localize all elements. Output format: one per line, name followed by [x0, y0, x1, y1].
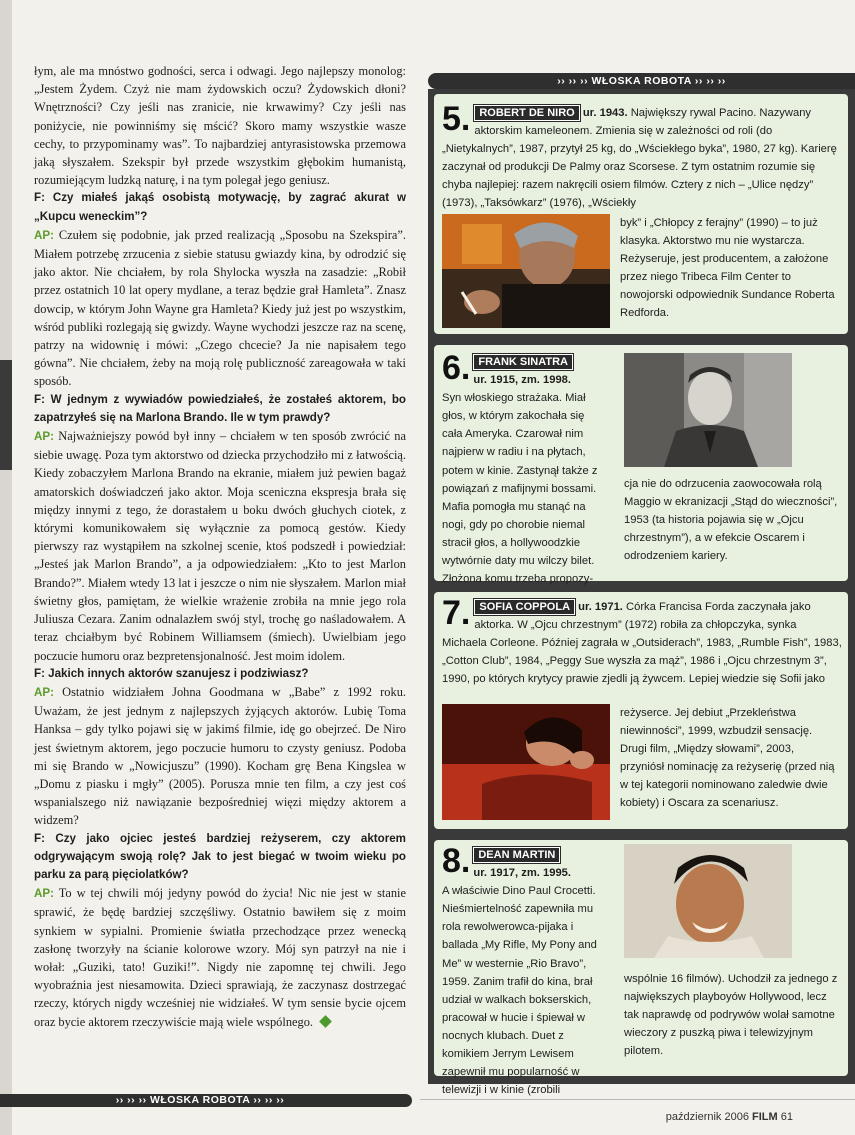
ap-label: AP: [34, 887, 54, 901]
entry-name: DEAN MARTIN [473, 847, 560, 863]
question: F: Czy miałeś jakąś osobistą motywację, by zagrać akurat w „Kupcu weneckim”? [34, 191, 406, 223]
entry-name: SOFIA COPPOLA [474, 599, 575, 615]
entry-box-de-niro [434, 94, 848, 334]
answer-text: Czułem się podobnie, jak przed realizacją „Sposobu na Szekspira”. Miałem potrzebę zrzucenia z siebie statusu gwiazdy kina, by odrodzić się jako aktor. Nie chciałem, by rola Shylocka wyszła na zasadzie: „Robił przez ostatnich 10 lat opery mydlane, a teraz będzie grał Hamleta”. Znasz dowcip, w którym John Wayne gra Hamleta? Kiedy już jest po wszystkim, wśród publiki rozlegają się gwizdy. Wayne wychodzi jeszcze raz na scenę, patrzy na widownię i mówi: „Czego chcecie? Ja nie napisałem tego gówna”. Nie chciałem, żeby na moją rolę publiczność zareagowała w taki sposób. [34, 227, 406, 389]
ap-label: AP: [34, 430, 54, 444]
entry-years: ur. 1943. [582, 107, 628, 119]
entry-text-right [624, 970, 840, 1060]
answer-text: Najważniejszy powód był inny – chciałem w ten sposób zwrócić na siebie uwagę. Poza tym aktorstwo od dziecka przychodziło mi z łatwością. Kiedy zobaczyłem Marlona Brando na ekranie, miałem już pewien bagaż amatorskich doświadczeń jako aktor. Moja sceniczna ekspresja brała się między innymi z tego, że dorastałem u boku dwóch głuchych ciotek, z którymi komunikowałem się wyłącznie za pomocą gestów. Kiedy pierwszy raz wystąpiłem na szkolnej scenie, ktoś podszedł i powiedział: „Jesteś jak Marlon Brando”, a ja odpowiedziałem: „Kto to jest Marlon Brando?”. Miałem wtedy 13 lat i jeszcze o nim nie słyszałem. Marlon miał świetny głos, pamiętam, że wielkie wrażenie zrobiła na mnie jego rola Juliusza Cezara. Zanim odnalazłem swój styl, trochę go naśladowałem. A teraz chciałbym być Robinem Williamsem (śmiech). Uwielbiam jego poczucie humoru oraz bezpretensjonalność. Jest moim idolem. [34, 429, 406, 663]
answer-text: Ostatnio widziałem Johna Goodmana w „Babe” z 1992 roku. Uważam, że jest jednym z najlepszych żyjących aktorów. Lubię Toma Hanksa – gdy tylko pojawi się w jakimś filmie, idę go obejrzeć. De Niro jest świetnym aktorem, jego poczucie humoru to czysty geniusz. Podoba mi się Brando w „Nowicjuszu” (1990). Kocham grę Bena Kingslea w „Domu z piasku i mgły” (2005). Porusza mnie ten film, a czy jest coś wspanialszego niż nawiązanie bezpośredniej więzi między aktorem a widzem? [34, 684, 406, 828]
question: F: Jakich innych aktorów szanujesz i podziwiasz? [34, 666, 309, 680]
entry-text-side [620, 704, 840, 813]
entry-text: Córka Francisa Forda zaczynała jako aktorka. W „Ojcu chrzestnym” (1972) robiła za chłopczyka, synka Michaela Corleone. Później zagrała w „Outsiderach”, 1983, „Rumble Fish”, 1983, „Cotton Club”, 1984, „Peggy Sue wyszła za mąż”, 1986 i „Ojcu chrzestnym 3”, 1990, po których krytycy prawie zjedli ją żywcem. Lepiej wiedzie się Sofii jako [442, 601, 842, 686]
question: F: W jednym z wywiadów powiedziałeś, że zostałeś aktorem, bo zapatrzyłeś się na Marlona Brando. Ile w tym prawdy? [34, 392, 406, 424]
photo-martin [624, 844, 792, 958]
photo-sinatra [624, 353, 792, 467]
entry-text: Syn włoskiego strażaka. Miał głos, w którym zakochała się cała Ameryka. Czarował nim najpierw w radiu i na płytach, potem w kinie. Zastynął także z powiązań z mafijnymi bossami. Mafia pomogła mu stanąć na nogi, gdy po chorobie niemal stracił głos, a hollywoodzkie wytwórnie daty mu wilczy bilet. Złożona komu trzeba propozy- [442, 392, 598, 586]
answer [34, 226, 406, 391]
entry-number: 6. [442, 349, 471, 387]
question: F: Czy jako ojciec jesteś bardziej reżyserem, czy aktorem odgrywającym swoją rolę? Jak to jest biegać w twoim wieku po parku za parą pięciolatków? [34, 831, 406, 881]
entry-years: ur. 1917, zm. 1995. [473, 867, 572, 880]
entry-text: Największy rywal Pacino. Nazywany aktorskim kameleonem. Zmienia się w zależności od roli (do „Nietykalnych”, 1987, przytył 25 kg, do „Wściekłego byka”, 1980, 27 kg). Karierę zaczynał od produkcji De Palmy oraz Scorsese. Z tym ostatnim rozumie się chyba najlepiej: razem nakręcili osiem filmów. Cztery z nich – „Ulice nędzy” (1973), „Taksówkarz” (1976), „Wściekły [442, 107, 837, 210]
photo-coppola [442, 704, 610, 820]
entry-name: ROBERT DE NIRO [474, 105, 579, 121]
interview-column [34, 62, 406, 1031]
entry-years: ur. 1915, zm. 1998. [473, 374, 572, 387]
entry-text: A właściwie Dino Paul Crocetti. Nieśmiertelność zapewniła mu rola rewolwerowca-pijaka i ballada „My Rifle, My Pony and Me” w westernie „Rio Bravo”, 1959. Zanim trafił do kina, brał udział w walkach bokserskich, pracował w hucie i śpiewał w nocnych klubach. Duet z komikiem Jerrym Lewisem zapewnił mu popularność w telewizji i w kinie (zrobili [442, 885, 597, 1097]
entry-number: 8. [442, 842, 471, 880]
entry-text: wspólnie 16 filmów). Uchodził za jednego z największych playboyów Hollywood, lecz tak naprawdę od podrywów wolał samotne wieczory z puszką piwa i telewizyjnym pilotem. [624, 973, 838, 1058]
page-gutter [0, 0, 12, 1135]
entry-text: cja nie do odrzucenia zaowocowała rolą Maggio w ekranizacji „Stąd do wieczności”, 1953 (ta historia pojawia się w „Ojcu chrzestnym”), a w efekcie Oscarem i odrodzeniem kariery. [624, 478, 838, 563]
footer-month: październik 2006 [665, 1111, 749, 1123]
entry-text-left [442, 349, 607, 588]
entry-text-top [442, 100, 842, 213]
entry-text-side [620, 214, 838, 323]
entry-text-right [624, 475, 840, 565]
entry-box-coppola [434, 592, 848, 829]
entry-text-top [442, 594, 842, 688]
entry-number: 7. [442, 594, 471, 632]
entry-number: 5. [442, 100, 471, 138]
entry-name: FRANK SINATRA [473, 354, 573, 370]
photo-de-niro [442, 214, 610, 328]
answer-text: To w tej chwili mój jedyny powód do życia! Nic nie jest w stanie sprawić, że będę bardziej szczęśliwy. Ostatnio bawiłem się z moim synkiem w sypialni. Promienie światła przechodzące przez wenecką zasłonę tworzyły na ścianie kolorowe wzory. Mój syn patrzył na nie i wołał: „Guziki, tato! Guziki!”. Nigdy nie zapomnę tej chwili. Jego wyobraźnia jest niesamowita. Dzieci sprawiają, że zaczynasz dostrzegać rzeczy, których nigdy wcześniej nie widziałeś. W tym sensie bycie ojcem oraz bycie aktorem rzeczywiście mają wiele wspólnego. [34, 886, 407, 1029]
ap-label: AP: [34, 228, 54, 242]
entry-text-left [442, 842, 607, 1099]
answer [34, 884, 406, 1031]
page-number: 61 [780, 1111, 793, 1123]
section-bar-bottom [0, 1094, 412, 1107]
ap-label: AP: [34, 685, 54, 699]
answer [34, 427, 406, 665]
entry-text: reżyserce. Jej debiut „Przekleństwa niewinności”, 1999, wzbudził sensację. Drugi film, „Między słowami”, 2003, przyniósł nominację za reżyserię (przed nią w tej kategorii nominowano zaledwie dwie kobiety) i Oscara za scenariusz. [620, 707, 835, 810]
entry-box-martin [434, 840, 848, 1097]
gutter-mark [0, 360, 12, 470]
section-bar-top: ›› ›› ›› WŁOSKA ROBOTA ›› ›› ›› [428, 73, 855, 89]
footer-magazine: FILM [752, 1111, 778, 1123]
entry-box-sinatra [434, 345, 848, 586]
entry-years: ur. 1971. [578, 601, 623, 613]
section-bar-label: ›› ›› ›› WŁOSKA ROBOTA ›› ›› ›› [115, 1094, 285, 1106]
entry-text: byk” i „Chłopcy z ferajny” (1990) – to już klasyka. Aktorstwo mu nie wystarcza. Reżyseruje, jest producentem, a założone przez niego Tribeca Film Center to nowojorski odpowiednik Sundance Roberta Redforda. [620, 217, 835, 320]
page-footer [666, 1111, 793, 1123]
paragraph: łym, ale ma mnóstwo godności, serca i odwagi. Jego najlepszy monolog: „Jestem Żydem. Czyż nie mam żydowskich oczu? Żydowskich dłoni? Wnętrzności? Czy jeśli nas zranicie, nie krwawimy? Czy jeśli nas poniżycie, nie powinniśmy się mścić? Skoro mamy wszystkie wasze cechy, to przypominamy was”. To najbardziej antyrasistowska przemowa jaką słyszałem. Szekspir był przede wszystkim głębokim humanistą, rozumiejącym ludzką naturę, i na tym polegał jego geniusz. [34, 64, 406, 188]
answer [34, 683, 406, 830]
end-diamond-icon [319, 1015, 332, 1028]
